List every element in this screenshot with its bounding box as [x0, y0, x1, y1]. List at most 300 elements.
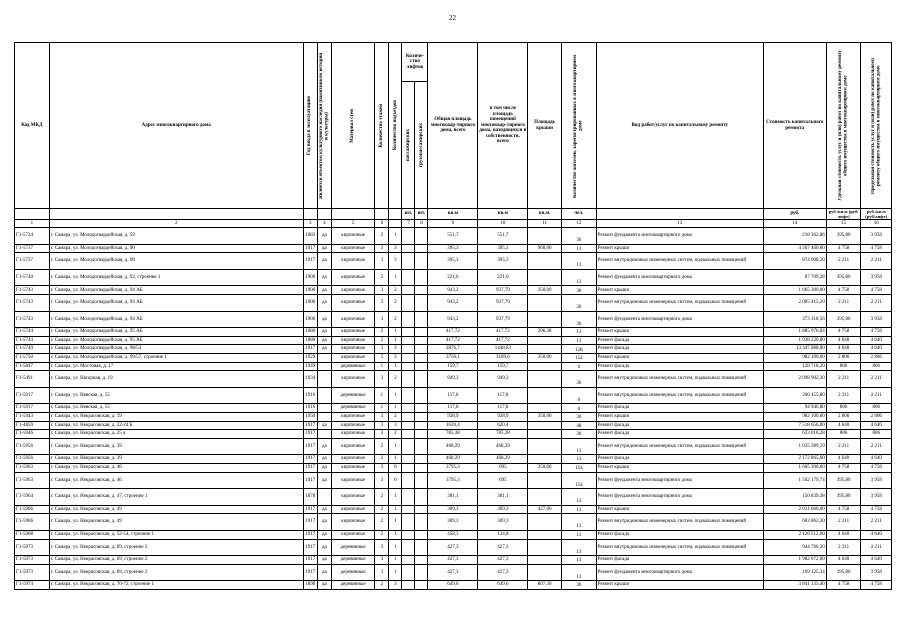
cell-year: 1917 — [303, 430, 317, 439]
cell-mat: кирпичные — [331, 269, 374, 286]
cell-mat: кирпичные — [331, 505, 374, 514]
cell-roof: 396,38 — [528, 328, 562, 337]
cell-work: Ремонт фундамента многоквартирного дома — [596, 472, 763, 489]
cell-ent: 1 — [389, 404, 402, 413]
cell-res: 36 — [561, 413, 596, 422]
cell-kod: Г1-5968 — [15, 530, 50, 539]
cell-owned: 134,8 — [478, 530, 528, 539]
cell-res: 36 — [561, 295, 596, 312]
cell-work: Ремонт фундамента многоквартирного дома — [596, 269, 763, 286]
cell-empty — [415, 404, 428, 413]
cell-mat: кирпичные — [331, 244, 374, 253]
cell-kod: Г1-5973 — [15, 556, 50, 565]
cell-kod: Г1-5973 — [15, 564, 50, 581]
cell-unit: 4 640 — [826, 336, 861, 345]
cell-cost: 2 126 512,00 — [763, 530, 826, 539]
cell-fl: 3 — [375, 295, 389, 312]
cell-addr: г. Самара, ул. Некрасовская, д. 69, строение 2 — [49, 556, 303, 565]
table-row — [15, 387, 892, 404]
cell-cult: да — [317, 269, 331, 286]
units-row: шт. шт. кв.м кв.м кв.м. чел. руб. руб./кв.м (руб/лифт) руб./кв.м (руб/лифт) — [15, 209, 892, 220]
cell-roof: 807,30 — [528, 581, 562, 590]
cell-empty — [415, 244, 428, 253]
cell-cult: да — [317, 581, 331, 590]
cell-lim: 2 806 — [861, 354, 892, 363]
cell-mat: кирпичные — [331, 295, 374, 312]
cell-unit: 4 640 — [826, 421, 861, 430]
cell-addr: г. Самара, ул. Некрасовская, д. 46 — [49, 472, 303, 489]
cell-res: 154 — [561, 354, 596, 363]
table-row — [15, 413, 892, 422]
cell-unit: 806 — [826, 430, 861, 439]
cell-ent: 1 — [389, 514, 402, 531]
cell-year: 1917 — [303, 345, 317, 354]
cell-empty — [402, 328, 415, 337]
cell-owned: 395,3 — [478, 244, 528, 253]
cell-lim: 806 — [861, 362, 892, 371]
table-row — [15, 505, 892, 514]
page-number: 22 — [449, 14, 456, 22]
cell-ent: 6 — [389, 472, 402, 489]
cell-ent: 3 — [389, 581, 402, 590]
cell-work: Ремонт фундамента многоквартирного дома — [596, 311, 763, 328]
cell-owned: 937,79 — [478, 295, 528, 312]
cell-ent: 1 — [389, 336, 402, 345]
cell-ent: 1 — [389, 505, 402, 514]
cell-empty — [402, 564, 415, 581]
cell-kod: Г1-5740 — [15, 269, 50, 286]
cell-work: Ремонт внутридомовых инженерных систем, подвальных помещений — [596, 253, 763, 270]
cell-roof — [528, 387, 562, 404]
cell-cost: 982 100,00 — [763, 413, 826, 422]
cell-empty — [402, 556, 415, 565]
cell-year: 1917 — [303, 505, 317, 514]
cell-unit: 4 758 — [826, 244, 861, 253]
cell-cult — [317, 371, 331, 388]
cell-addr: г. Самара, ул. Мостовая, д. 17 — [49, 362, 303, 371]
cell-addr: г. Самара, ул. Молодогвардейская, д. 95 АБ — [49, 328, 303, 337]
cell-empty — [415, 354, 428, 363]
cell-owned: 309,3 — [478, 514, 528, 531]
cell-unit: 395,80 — [826, 228, 861, 245]
cell-roof — [528, 430, 562, 439]
cell-kod: Г1-5966 — [15, 505, 50, 514]
cell-lim: 2 806 — [861, 413, 892, 422]
cell-owned: 159,7 — [478, 362, 528, 371]
cell-kod: Г1-5743 — [15, 311, 50, 328]
cell-res: 6 — [561, 387, 596, 404]
cell-empty — [415, 328, 428, 337]
cell-kod: Г1-5943 — [15, 413, 50, 422]
cell-res: 36 — [561, 286, 596, 295]
cell-unit: 2 211 — [826, 295, 861, 312]
cell-mat: деревянные — [331, 362, 374, 371]
cell-roof: 350,00 — [528, 413, 562, 422]
cell-empty — [402, 371, 415, 388]
cell-roof — [528, 472, 562, 489]
cell-roof — [528, 362, 562, 371]
cell-res: 13 — [561, 253, 596, 270]
cell-mat: кирпичные — [331, 345, 374, 354]
cell-work: Ремонт фасада — [596, 362, 763, 371]
cell-cult — [317, 430, 331, 439]
cell-owned: 427,3 — [478, 556, 528, 565]
cell-res: 154 — [561, 463, 596, 472]
cell-total: 943,2 — [428, 311, 478, 328]
cell-kod: Г1-5966 — [15, 514, 50, 531]
cell-total: 468,29 — [428, 438, 478, 455]
cell-fl: 3 — [375, 345, 389, 354]
cell-mat: кирпичные — [331, 228, 374, 245]
cell-cost: 169 125,34 — [763, 564, 826, 581]
cell-fl: 2 — [375, 438, 389, 455]
cell-empty — [415, 505, 428, 514]
cell-cult — [317, 489, 331, 506]
table-row — [15, 472, 892, 489]
table-row — [15, 371, 892, 388]
cell-ent: 1 — [389, 328, 402, 337]
cell-addr: г. Самара, ул. Некрасовская, д. 69, строение 2 — [49, 539, 303, 556]
cell-unit: 4 758 — [826, 286, 861, 295]
header-lifts: Количе-ство лифтов — [402, 43, 428, 82]
cell-cost: 1 665 300,00 — [763, 286, 826, 295]
cell-roof: 350,00 — [528, 286, 562, 295]
cell-fl: 2 — [375, 514, 389, 531]
header-cost: Стоимость капитального ремонта — [763, 43, 826, 209]
cell-owned: 309,3 — [478, 505, 528, 514]
cell-lim: 2 211 — [861, 514, 892, 531]
header-total-area: Общая площадь многоквар-тирного дома, всего — [428, 43, 478, 209]
cell-total: 117,8 — [428, 387, 478, 404]
cell-cult: да — [317, 472, 331, 489]
cell-empty — [415, 514, 428, 531]
cell-res: 36 — [561, 371, 596, 388]
cell-owned: 649,6 — [478, 581, 528, 590]
cell-total: 2876,7 — [428, 345, 478, 354]
cell-ent: 1 — [389, 489, 402, 506]
cell-total: 309,3 — [428, 514, 478, 531]
cell-year: 1917 — [303, 253, 317, 270]
cell-owned: 427,3 — [478, 564, 528, 581]
cell-year: 1917 — [303, 556, 317, 565]
cell-ent: 1 — [389, 564, 402, 581]
cell-cost: 982 100,00 — [763, 354, 826, 363]
cell-kod: Г1-5946 — [15, 430, 50, 439]
cell-empty — [415, 430, 428, 439]
cell-empty — [415, 253, 428, 270]
cell-empty — [402, 472, 415, 489]
cell-cost: 2 085 415,20 — [763, 295, 826, 312]
cell-empty — [402, 505, 415, 514]
cell-owned: 937,79 — [478, 311, 528, 328]
cell-cost: 150 839,38 — [763, 489, 826, 506]
table-row — [15, 244, 892, 253]
table-row — [15, 295, 892, 312]
cell-cult: да — [317, 514, 331, 531]
cell-res: 48 — [561, 421, 596, 430]
cell-mat: кирпичные — [331, 413, 374, 422]
cell-lim: 2 211 — [861, 387, 892, 404]
cell-addr: г. Самара, ул. Невская, д. 55 — [49, 404, 303, 413]
cell-empty — [402, 336, 415, 345]
cell-res: 13 — [561, 530, 596, 539]
cell-cult: да — [317, 463, 331, 472]
cell-fl: 3 — [375, 371, 389, 388]
cell-fl: 3 — [375, 463, 389, 472]
cell-empty — [415, 556, 428, 565]
header-work-type: Вид работ/услуг по капитальному ремонту — [596, 43, 763, 209]
cell-owned: 3189,6 — [478, 354, 528, 363]
cell-kod: Г1-5964 — [15, 489, 50, 506]
cell-kod: Г1-5974 — [15, 581, 50, 590]
cell-mat: кирпичные — [331, 336, 374, 345]
cell-mat: кирпичные — [331, 430, 374, 439]
cell-ent: 1 — [389, 556, 402, 565]
table-row — [15, 362, 892, 371]
cell-cult: да — [317, 539, 331, 556]
cell-cost: 87 709,28 — [763, 269, 826, 286]
cell-roof: 427,00 — [528, 505, 562, 514]
table-row — [15, 556, 892, 565]
cell-lim: 3 958 — [861, 228, 892, 245]
cell-work: Ремонт крыши — [596, 328, 763, 337]
cell-res: 128 — [561, 345, 596, 354]
cell-owned: 417,72 — [478, 328, 528, 337]
cell-mat: кирпичные — [331, 489, 374, 506]
cell-total: 117,8 — [428, 404, 478, 413]
cell-lim: 2 211 — [861, 438, 892, 455]
cell-unit: 2 211 — [826, 253, 861, 270]
header-unit-cost: Удельная стоимость услуг и (или) работ по капитальному ремонту общего имущества в многоквартирном доме — [826, 43, 861, 209]
cell-owned: 468,29 — [478, 438, 528, 455]
cell-year: 1917 — [303, 539, 317, 556]
cell-lim: 4 758 — [861, 463, 892, 472]
cell-roof — [528, 514, 562, 531]
cell-owned: 785,38 — [478, 430, 528, 439]
cell-kod: Г1-5749 — [15, 345, 50, 354]
cell-work: Ремонт фундамента многоквартирного дома — [596, 489, 763, 506]
cell-roof — [528, 345, 562, 354]
cell-work: Ремонт фасада — [596, 530, 763, 539]
cell-cult: да — [317, 311, 331, 328]
cell-year: 1934 — [303, 371, 317, 388]
cell-roof: 350,00 — [528, 354, 562, 363]
cell-cost: 94 946,80 — [763, 404, 826, 413]
header-floors: Количество этажей — [375, 43, 389, 209]
cell-total: 427,3 — [428, 564, 478, 581]
cell-lim: 2 211 — [861, 539, 892, 556]
cell-year: 1880 — [303, 336, 317, 345]
cell-roof — [528, 336, 562, 345]
cell-cult: да — [317, 455, 331, 464]
cell-cult: да — [317, 244, 331, 253]
cell-res: 13 — [561, 489, 596, 506]
cell-mat: кирпичные — [331, 455, 374, 464]
cell-fl: 2 — [375, 489, 389, 506]
cell-cost: 13 347 888,00 — [763, 345, 826, 354]
cell-cost: 944 760,30 — [763, 539, 826, 556]
cell-lim: 4 758 — [861, 328, 892, 337]
cell-total: 3756,1 — [428, 354, 478, 363]
cell-ent: 3 — [389, 421, 402, 430]
cell-cost: 1 938 220,80 — [763, 336, 826, 345]
cell-owned: 620,4 — [478, 421, 528, 430]
cell-mat: кирпичные — [331, 354, 374, 363]
cell-mat: кирпичные — [331, 472, 374, 489]
cell-addr: г. Самара, ул. Молодогвардейская, д. 95 АБ — [49, 336, 303, 345]
cell-work: Ремонт фасада — [596, 345, 763, 354]
cell-addr: г. Самара, ул. Молодогвардейская, д. 94 АБ — [49, 286, 303, 295]
cell-cost: 218 362,86 — [763, 228, 826, 245]
cell-fl: 2 — [375, 455, 389, 464]
cell-cult: да — [317, 253, 331, 270]
table-row — [15, 286, 892, 295]
cell-kod: Г1-4859 — [15, 421, 50, 430]
cell-cult — [317, 404, 331, 413]
cell-work: Ремонт внутридомовых инженерных систем, подвальных помещений — [596, 514, 763, 531]
cell-ent: 1 — [389, 362, 402, 371]
table-row — [15, 430, 892, 439]
cell-cost: 874 008,30 — [763, 253, 826, 270]
cell-empty — [415, 345, 428, 354]
table-row — [15, 564, 892, 581]
cell-cult: да — [317, 328, 331, 337]
cell-addr: г. Самара, ул. Некрасовская, д. 25 а — [49, 430, 303, 439]
cell-work: Ремонт крыши — [596, 413, 763, 422]
cell-lim: 4 758 — [861, 581, 892, 590]
cell-empty — [402, 362, 415, 371]
cell-res: 6 — [561, 404, 596, 413]
cell-empty — [402, 530, 415, 539]
table-row — [15, 404, 892, 413]
cell-owned: 117,8 — [478, 404, 528, 413]
cell-year: 1917 — [303, 244, 317, 253]
header-lifts-cargo: грузопассажирских — [415, 82, 428, 209]
cell-lim: 2 211 — [861, 371, 892, 388]
cell-fl: 3 — [375, 430, 389, 439]
cell-work: Ремонт крыши — [596, 286, 763, 295]
cell-cult — [317, 413, 331, 422]
cell-empty — [402, 253, 415, 270]
cell-empty — [402, 404, 415, 413]
cell-res: 13 — [561, 514, 596, 531]
cell-res: 13 — [561, 336, 596, 345]
cell-fl: 2 — [375, 336, 389, 345]
header-entrances: Количество подъездов — [389, 43, 402, 209]
cell-work: Ремонт фасада — [596, 430, 763, 439]
table-row — [15, 311, 892, 328]
cell-year: 1949 — [303, 362, 317, 371]
cell-total: 1620,4 — [428, 421, 478, 430]
cell-work: Ремонт внутридомовых инженерных систем, подвальных помещений — [596, 539, 763, 556]
cell-roof — [528, 564, 562, 581]
cell-total: 943,2 — [428, 295, 478, 312]
cell-fl: 2 — [375, 505, 389, 514]
cell-work: Ремонт фундамента многоквартирного дома — [596, 228, 763, 245]
cell-addr: г. Самара, ул. Некрасовская, д. 47, строение 1 — [49, 489, 303, 506]
cell-empty — [415, 438, 428, 455]
cell-unit: 2 806 — [826, 354, 861, 363]
cell-fl: 3 — [375, 253, 389, 270]
cell-addr: г. Самара, ул. Некрасовская, д. 49 — [49, 514, 303, 531]
cell-res: 13 — [561, 564, 596, 581]
cell-res: 6 — [561, 362, 596, 371]
cell-empty — [415, 564, 428, 581]
cell-addr: г. Самара, ул. Некрасовская, д. 69, строение 2 — [49, 564, 303, 581]
table-row — [15, 421, 892, 430]
cell-roof: 960,00 — [528, 244, 562, 253]
cell-cost: 1 982 672,00 — [763, 556, 826, 565]
cell-addr: г. Самара, ул. Некрасовская, д. 22-24 Б — [49, 421, 303, 430]
cell-empty — [415, 581, 428, 590]
cell-lim: 3 958 — [861, 269, 892, 286]
table-row — [15, 253, 892, 270]
cell-mat: деревянные — [331, 539, 374, 556]
cell-ent: 1 — [389, 387, 402, 404]
cell-ent: 3 — [389, 345, 402, 354]
cell-roof — [528, 269, 562, 286]
cell-fl: 3 — [375, 286, 389, 295]
cell-addr: г. Самара, ул. Молодогвардейская, д. 92, строение 1 — [49, 269, 303, 286]
cell-empty — [402, 421, 415, 430]
cell-year: 1880 — [303, 328, 317, 337]
cell-owned: 695 — [478, 472, 528, 489]
cell-unit: 4 758 — [826, 463, 861, 472]
cell-empty — [415, 455, 428, 464]
cell-cult: да — [317, 336, 331, 345]
cell-total: 3795,3 — [428, 463, 478, 472]
cell-addr: г. Самара, ул. Молодогвардейская, д. 94 АБ — [49, 295, 303, 312]
cell-mat: кирпичные — [331, 371, 374, 388]
cell-unit: 2 211 — [826, 514, 861, 531]
cell-empty — [402, 295, 415, 312]
cell-addr: г. Самара, ул. Некрасовская, д. 46 — [49, 463, 303, 472]
cell-empty — [402, 286, 415, 295]
cell-empty — [402, 269, 415, 286]
table-row — [15, 345, 892, 354]
cell-work: Ремонт фундамента многоквартирного дома — [596, 564, 763, 581]
table-row — [15, 455, 892, 464]
capital-repair-table — [14, 42, 892, 590]
cell-total: 427,3 — [428, 556, 478, 565]
cell-empty — [415, 228, 428, 245]
cell-empty — [402, 387, 415, 404]
cell-cult — [317, 354, 331, 363]
cell-cult: да — [317, 345, 331, 354]
cell-mat: кирпичные — [331, 253, 374, 270]
cell-total: 943,2 — [428, 286, 478, 295]
table-row — [15, 336, 892, 345]
cell-cost: 3 841 133,40 — [763, 581, 826, 590]
cell-roof — [528, 539, 562, 556]
cell-unit: 4 758 — [826, 328, 861, 337]
cell-total: 381,1 — [428, 489, 478, 506]
cell-total: 417,72 — [428, 336, 478, 345]
cell-cost: 4 567 460,00 — [763, 244, 826, 253]
cell-total: 309,3 — [428, 505, 478, 514]
cell-year: 1929 — [303, 354, 317, 363]
cell-mat: кирпичные — [331, 514, 374, 531]
cell-year: 1898 — [303, 581, 317, 590]
cell-roof — [528, 421, 562, 430]
cell-total: 949,3 — [428, 371, 478, 388]
cell-kod: Г1-5734 — [15, 228, 50, 245]
cell-empty — [415, 295, 428, 312]
cell-year: 1917 — [303, 438, 317, 455]
cell-cost: 260 455,80 — [763, 387, 826, 404]
cell-empty — [402, 228, 415, 245]
cell-addr: г. Самара, ул. Некрасовская, д. 52-54, строение 1 — [49, 530, 303, 539]
